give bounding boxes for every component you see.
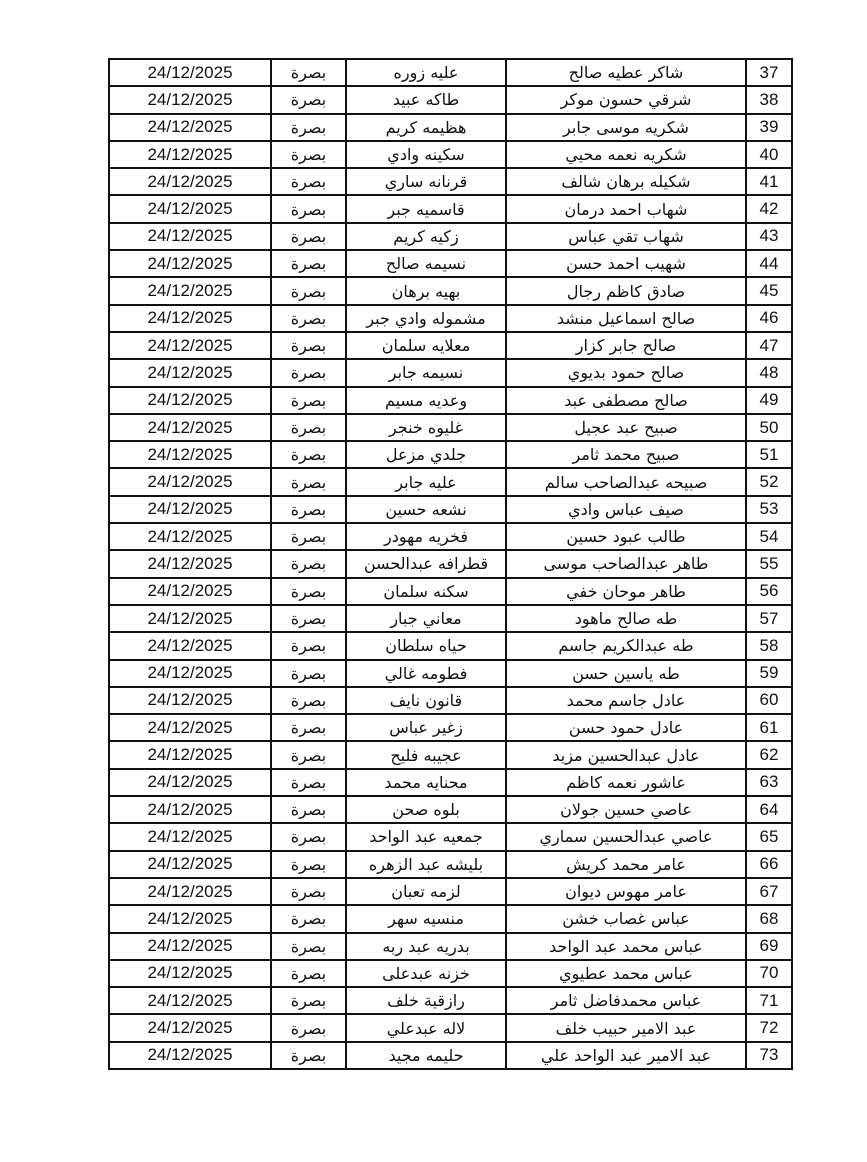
full-name-cell: طاهر موحان خفي <box>506 578 746 605</box>
city-cell: بصرة <box>271 141 346 168</box>
city-cell: بصرة <box>271 878 346 905</box>
date-cell: 24/12/2025 <box>109 605 271 632</box>
date-cell: 24/12/2025 <box>109 59 271 86</box>
date-cell: 24/12/2025 <box>109 851 271 878</box>
table-row <box>109 250 792 277</box>
full-name-cell: شاكر عطيه صالح <box>506 59 746 86</box>
date-cell: 24/12/2025 <box>109 632 271 659</box>
mother-name-cell: جمعيه عبد الواحد <box>346 823 506 850</box>
row-number-cell: 45 <box>746 277 792 304</box>
date-cell: 24/12/2025 <box>109 960 271 987</box>
city-cell: بصرة <box>271 741 346 768</box>
table-row <box>109 796 792 823</box>
full-name-cell: شكريه نعمه محيي <box>506 141 746 168</box>
full-name-cell: طاهر عبدالصاحب موسى <box>506 550 746 577</box>
full-name-cell: شهاب احمد درمان <box>506 195 746 222</box>
mother-name-cell: بلوه صحن <box>346 796 506 823</box>
full-name-cell: صالح جابر كزار <box>506 332 746 359</box>
full-name-cell: صالح حمود بديوي <box>506 359 746 386</box>
city-cell: بصرة <box>271 578 346 605</box>
row-number-cell: 69 <box>746 933 792 960</box>
full-name-cell: عاصي حسين جولان <box>506 796 746 823</box>
row-number-cell: 39 <box>746 114 792 141</box>
full-name-cell: طه عبدالكريم جاسم <box>506 632 746 659</box>
date-cell: 24/12/2025 <box>109 414 271 441</box>
full-name-cell: شهيب احمد حسن <box>506 250 746 277</box>
row-number-cell: 56 <box>746 578 792 605</box>
date-cell: 24/12/2025 <box>109 441 271 468</box>
full-name-cell: عبد الامير حبيب خلف <box>506 1014 746 1041</box>
mother-name-cell: زغير عباس <box>346 714 506 741</box>
table-row <box>109 1014 792 1041</box>
row-number-cell: 64 <box>746 796 792 823</box>
date-cell: 24/12/2025 <box>109 468 271 495</box>
table-row <box>109 59 792 86</box>
records-table <box>108 58 793 1070</box>
mother-name-cell: خزنه عبدعلى <box>346 960 506 987</box>
mother-name-cell: وعديه مسيم <box>346 387 506 414</box>
city-cell: بصرة <box>271 496 346 523</box>
date-cell: 24/12/2025 <box>109 741 271 768</box>
full-name-cell: شهاب تقي عباس <box>506 223 746 250</box>
mother-name-cell: نسيمه صالح <box>346 250 506 277</box>
mother-name-cell: قرنانه ساري <box>346 168 506 195</box>
row-number-cell: 59 <box>746 660 792 687</box>
full-name-cell: طه ياسين حسن <box>506 660 746 687</box>
full-name-cell: صادق كاظم رجال <box>506 277 746 304</box>
city-cell: بصرة <box>271 387 346 414</box>
city-cell: بصرة <box>271 1042 346 1069</box>
row-number-cell: 51 <box>746 441 792 468</box>
full-name-cell: شكيله برهان شالف <box>506 168 746 195</box>
city-cell: بصرة <box>271 468 346 495</box>
city-cell: بصرة <box>271 59 346 86</box>
date-cell: 24/12/2025 <box>109 660 271 687</box>
records-table-body <box>109 59 792 1069</box>
mother-name-cell: فخريه مهودر <box>346 523 506 550</box>
mother-name-cell: حياه سلطان <box>346 632 506 659</box>
mother-name-cell: حليمه مجيد <box>346 1042 506 1069</box>
date-cell: 24/12/2025 <box>109 578 271 605</box>
city-cell: بصرة <box>271 632 346 659</box>
row-number-cell: 65 <box>746 823 792 850</box>
full-name-cell: عبد الامير عبد الواحد علي <box>506 1042 746 1069</box>
full-name-cell: شرقي حسون موكر <box>506 86 746 113</box>
city-cell: بصرة <box>271 960 346 987</box>
mother-name-cell: نشعه حسين <box>346 496 506 523</box>
row-number-cell: 72 <box>746 1014 792 1041</box>
table-row <box>109 195 792 222</box>
row-number-cell: 58 <box>746 632 792 659</box>
full-name-cell: صبيح عبد عجيل <box>506 414 746 441</box>
row-number-cell: 44 <box>746 250 792 277</box>
table-row <box>109 960 792 987</box>
city-cell: بصرة <box>271 605 346 632</box>
mother-name-cell: منسيه سهر <box>346 905 506 932</box>
row-number-cell: 54 <box>746 523 792 550</box>
table-row <box>109 277 792 304</box>
mother-name-cell: معاني جبار <box>346 605 506 632</box>
date-cell: 24/12/2025 <box>109 496 271 523</box>
city-cell: بصرة <box>271 660 346 687</box>
table-row <box>109 933 792 960</box>
mother-name-cell: زكيه كريم <box>346 223 506 250</box>
city-cell: بصرة <box>271 851 346 878</box>
table-row <box>109 605 792 632</box>
mother-name-cell: لزمه تعبان <box>346 878 506 905</box>
date-cell: 24/12/2025 <box>109 277 271 304</box>
mother-name-cell: لاله عبدعلي <box>346 1014 506 1041</box>
city-cell: بصرة <box>271 359 346 386</box>
mother-name-cell: رازقية خلف <box>346 987 506 1014</box>
mother-name-cell: قطرافه عبدالحسن <box>346 550 506 577</box>
row-number-cell: 37 <box>746 59 792 86</box>
table-row <box>109 359 792 386</box>
city-cell: بصرة <box>271 714 346 741</box>
row-number-cell: 38 <box>746 86 792 113</box>
city-cell: بصرة <box>271 441 346 468</box>
mother-name-cell: محنايه محمد <box>346 769 506 796</box>
date-cell: 24/12/2025 <box>109 933 271 960</box>
full-name-cell: عادل عبدالحسين مزيد <box>506 741 746 768</box>
mother-name-cell: بهيه برهان <box>346 277 506 304</box>
mother-name-cell: مشموله وادي جبر <box>346 305 506 332</box>
full-name-cell: صبيح محمد ثامر <box>506 441 746 468</box>
full-name-cell: عامر مهوس ديوان <box>506 878 746 905</box>
full-name-cell: صبيحه عبدالصاحب سالم <box>506 468 746 495</box>
date-cell: 24/12/2025 <box>109 250 271 277</box>
row-number-cell: 57 <box>746 605 792 632</box>
table-row <box>109 332 792 359</box>
city-cell: بصرة <box>271 523 346 550</box>
row-number-cell: 68 <box>746 905 792 932</box>
full-name-cell: عامر محمد كريش <box>506 851 746 878</box>
city-cell: بصرة <box>271 414 346 441</box>
city-cell: بصرة <box>271 933 346 960</box>
date-cell: 24/12/2025 <box>109 1042 271 1069</box>
city-cell: بصرة <box>271 1014 346 1041</box>
table-row <box>109 168 792 195</box>
row-number-cell: 70 <box>746 960 792 987</box>
date-cell: 24/12/2025 <box>109 1014 271 1041</box>
date-cell: 24/12/2025 <box>109 987 271 1014</box>
mother-name-cell: بدريه عبد ربه <box>346 933 506 960</box>
city-cell: بصرة <box>271 332 346 359</box>
table-row <box>109 823 792 850</box>
city-cell: بصرة <box>271 250 346 277</box>
row-number-cell: 49 <box>746 387 792 414</box>
table-row <box>109 714 792 741</box>
row-number-cell: 48 <box>746 359 792 386</box>
table-row <box>109 851 792 878</box>
city-cell: بصرة <box>271 550 346 577</box>
date-cell: 24/12/2025 <box>109 796 271 823</box>
row-number-cell: 66 <box>746 851 792 878</box>
date-cell: 24/12/2025 <box>109 86 271 113</box>
table-row <box>109 905 792 932</box>
date-cell: 24/12/2025 <box>109 223 271 250</box>
full-name-cell: عادل حمود حسن <box>506 714 746 741</box>
mother-name-cell: عليه جابر <box>346 468 506 495</box>
table-row <box>109 987 792 1014</box>
table-row <box>109 1042 792 1069</box>
full-name-cell: عباس غصاب خشن <box>506 905 746 932</box>
row-number-cell: 50 <box>746 414 792 441</box>
city-cell: بصرة <box>271 86 346 113</box>
mother-name-cell: قاسميه جبر <box>346 195 506 222</box>
mother-name-cell: سكينه وادي <box>346 141 506 168</box>
table-row <box>109 523 792 550</box>
row-number-cell: 47 <box>746 332 792 359</box>
table-row <box>109 687 792 714</box>
row-number-cell: 73 <box>746 1042 792 1069</box>
table-row <box>109 632 792 659</box>
date-cell: 24/12/2025 <box>109 168 271 195</box>
mother-name-cell: طاكه عبيد <box>346 86 506 113</box>
city-cell: بصرة <box>271 687 346 714</box>
mother-name-cell: عليه زوره <box>346 59 506 86</box>
full-name-cell: صالح اسماعيل منشد <box>506 305 746 332</box>
mother-name-cell: هظيمه كريم <box>346 114 506 141</box>
table-row <box>109 496 792 523</box>
mother-name-cell: فطومه غالي <box>346 660 506 687</box>
mother-name-cell: قانون نايف <box>346 687 506 714</box>
row-number-cell: 53 <box>746 496 792 523</box>
full-name-cell: طالب عبود حسين <box>506 523 746 550</box>
date-cell: 24/12/2025 <box>109 878 271 905</box>
row-number-cell: 62 <box>746 741 792 768</box>
mother-name-cell: نسيمه جابر <box>346 359 506 386</box>
full-name-cell: عاصي عبدالحسين سماري <box>506 823 746 850</box>
date-cell: 24/12/2025 <box>109 550 271 577</box>
full-name-cell: عباس محمدفاضل ثامر <box>506 987 746 1014</box>
table-row <box>109 387 792 414</box>
city-cell: بصرة <box>271 114 346 141</box>
table-row <box>109 141 792 168</box>
mother-name-cell: جلدي مزعل <box>346 441 506 468</box>
row-number-cell: 40 <box>746 141 792 168</box>
row-number-cell: 60 <box>746 687 792 714</box>
table-row <box>109 769 792 796</box>
row-number-cell: 52 <box>746 468 792 495</box>
city-cell: بصرة <box>271 769 346 796</box>
table-row <box>109 86 792 113</box>
date-cell: 24/12/2025 <box>109 387 271 414</box>
table-row <box>109 468 792 495</box>
row-number-cell: 61 <box>746 714 792 741</box>
row-number-cell: 67 <box>746 878 792 905</box>
city-cell: بصرة <box>271 168 346 195</box>
table-row <box>109 741 792 768</box>
date-cell: 24/12/2025 <box>109 769 271 796</box>
date-cell: 24/12/2025 <box>109 823 271 850</box>
table-row <box>109 114 792 141</box>
full-name-cell: عادل جاسم محمد <box>506 687 746 714</box>
table-row <box>109 223 792 250</box>
city-cell: بصرة <box>271 987 346 1014</box>
table-row <box>109 305 792 332</box>
mother-name-cell: عجيبه فليح <box>346 741 506 768</box>
city-cell: بصرة <box>271 905 346 932</box>
row-number-cell: 71 <box>746 987 792 1014</box>
mother-name-cell: غليوه خنجر <box>346 414 506 441</box>
full-name-cell: صيف عباس وادي <box>506 496 746 523</box>
city-cell: بصرة <box>271 223 346 250</box>
full-name-cell: عاشور نعمه كاظم <box>506 769 746 796</box>
date-cell: 24/12/2025 <box>109 195 271 222</box>
date-cell: 24/12/2025 <box>109 523 271 550</box>
full-name-cell: صالح مصطفى عبد <box>506 387 746 414</box>
mother-name-cell: سكنه سلمان <box>346 578 506 605</box>
full-name-cell: عباس محمد عطيوي <box>506 960 746 987</box>
mother-name-cell: بليشه عبد الزهره <box>346 851 506 878</box>
row-number-cell: 46 <box>746 305 792 332</box>
city-cell: بصرة <box>271 823 346 850</box>
mother-name-cell: معلايه سلمان <box>346 332 506 359</box>
full-name-cell: طه صالح ماهود <box>506 605 746 632</box>
city-cell: بصرة <box>271 277 346 304</box>
city-cell: بصرة <box>271 796 346 823</box>
date-cell: 24/12/2025 <box>109 359 271 386</box>
date-cell: 24/12/2025 <box>109 687 271 714</box>
table-row <box>109 878 792 905</box>
row-number-cell: 43 <box>746 223 792 250</box>
date-cell: 24/12/2025 <box>109 305 271 332</box>
full-name-cell: عباس محمد عبد الواحد <box>506 933 746 960</box>
table-row <box>109 414 792 441</box>
table-row <box>109 578 792 605</box>
row-number-cell: 42 <box>746 195 792 222</box>
full-name-cell: شكريه موسى جابر <box>506 114 746 141</box>
city-cell: بصرة <box>271 305 346 332</box>
date-cell: 24/12/2025 <box>109 905 271 932</box>
row-number-cell: 41 <box>746 168 792 195</box>
row-number-cell: 63 <box>746 769 792 796</box>
date-cell: 24/12/2025 <box>109 714 271 741</box>
date-cell: 24/12/2025 <box>109 332 271 359</box>
city-cell: بصرة <box>271 195 346 222</box>
table-row <box>109 441 792 468</box>
table-row <box>109 660 792 687</box>
date-cell: 24/12/2025 <box>109 141 271 168</box>
date-cell: 24/12/2025 <box>109 114 271 141</box>
table-row <box>109 550 792 577</box>
row-number-cell: 55 <box>746 550 792 577</box>
